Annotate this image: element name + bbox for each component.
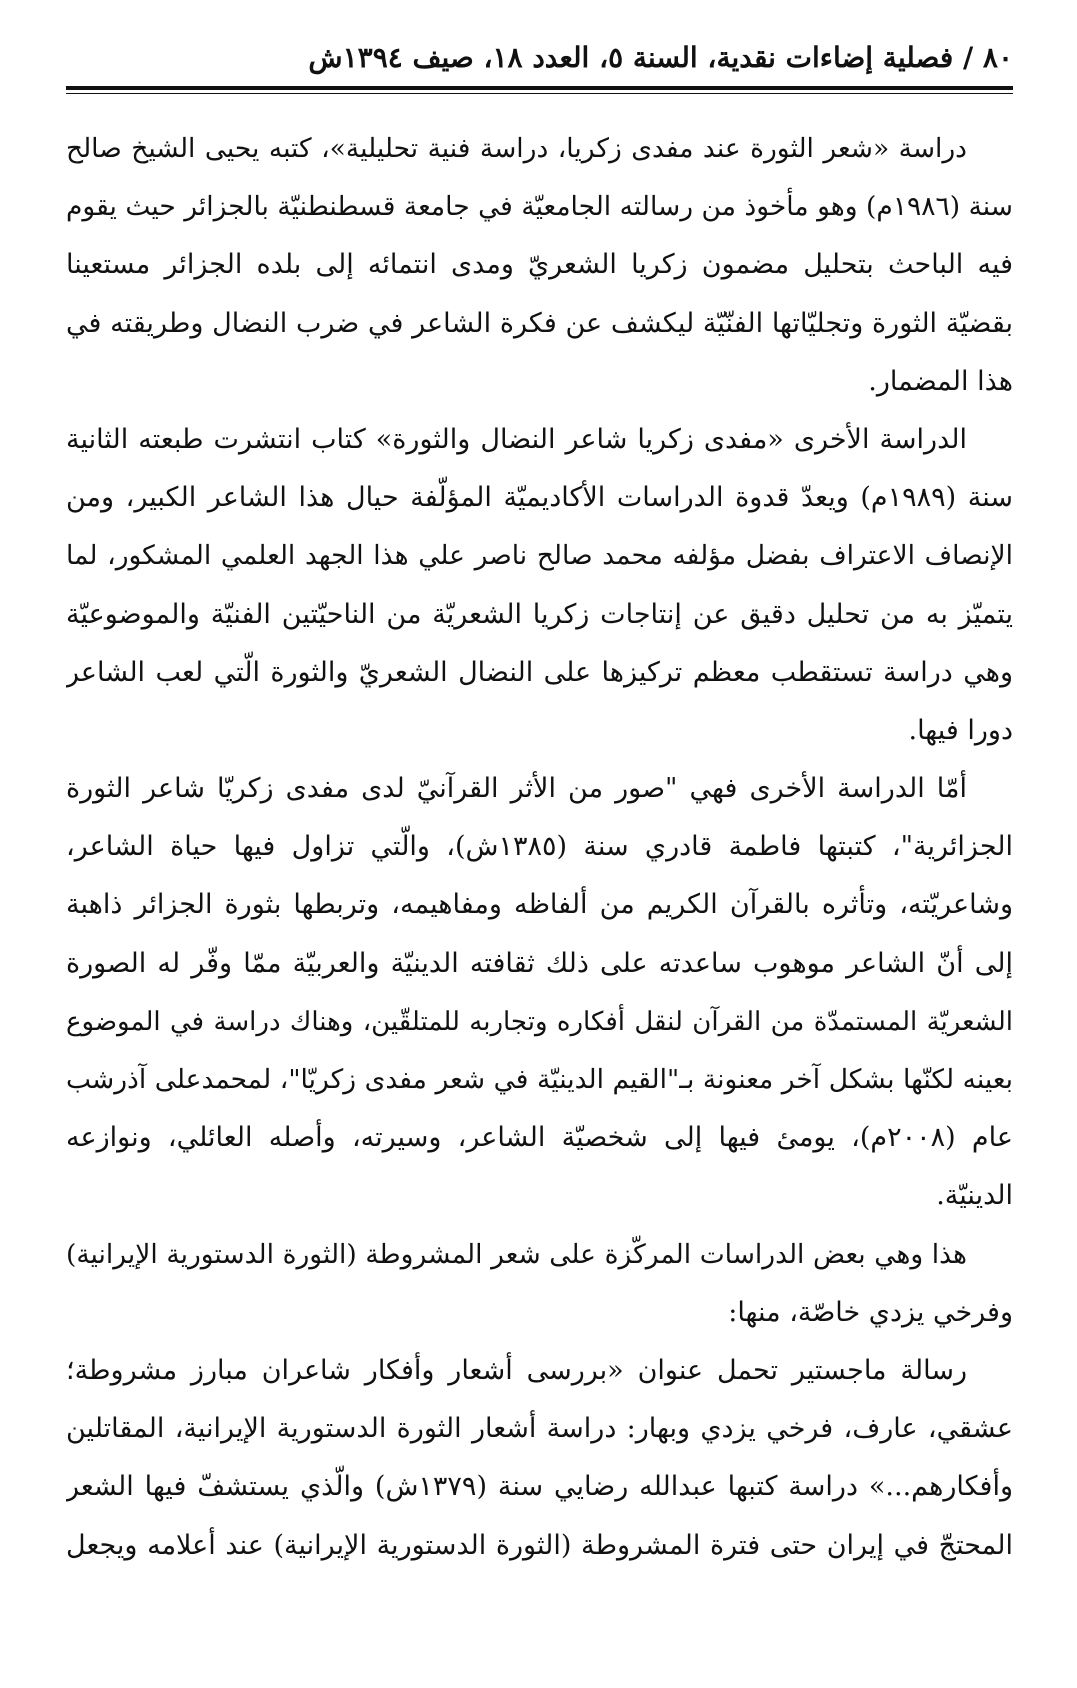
paragraph-2-line-3: الإنصاف الاعتراف بفضل مؤلفه محمد صالح ناصر علي هذا الجهد العلمي المشكور، لما bbox=[66, 540, 1013, 572]
paragraph-3-line-2: الجزائرية"، كتبتها فاطمة قادري سنة (١٣٨٥ش)، والّتي تزاول فيها حياة الشاعر، bbox=[66, 831, 1013, 863]
running-header: ٨٠ / فصلية إضاءات نقدية، السنة ٥، العدد ١٨، صيف ١٣٩٤ش bbox=[308, 41, 1013, 74]
paragraph-1-line-4: بقضيّة الثورة وتجليّاتها الفنّيّة ليكشف عن فكرة الشاعر في ضرب النضال وطريقته في bbox=[66, 307, 1013, 339]
paragraph-5-line-1: رسالة ماجستير تحمل عنوان «بررسی أشعار وأفكار شاعران مبارز مشروطة؛ bbox=[66, 1354, 967, 1386]
paragraph-3-line-7: عام (٢٠٠٨م)، يومئ فيها إلى شخصيّة الشاعر، وسيرته، وأصله العائلي، ونوازعه bbox=[66, 1122, 1013, 1154]
paragraph-3-line-1: أمّا الدراسة الأخرى فهي "صور من الأثر القرآنيّ لدى مفدى زكريّا شاعر الثورة bbox=[66, 773, 967, 805]
paragraph-4-line-2: وفرخي يزدي خاصّة، منها: bbox=[728, 1296, 1013, 1328]
paragraph-5-line-2: عشقي، عارف، فرخي يزدي وبهار: دراسة أشعار الثورة الدستورية الإيرانية، المقاتلين bbox=[66, 1413, 1013, 1445]
body-text bbox=[66, 120, 1013, 1575]
paragraph-5-line-3: وأفكارهم...» دراسة كتبها عبدالله رضايي سنة (١٣٧٩ش) والّذي يستشفّ فيها الشعر bbox=[66, 1471, 1013, 1503]
header-rule-thick bbox=[66, 86, 1013, 90]
paragraph-1-line-2: سنة (١٩٨٦م) وهو مأخوذ من رسالته الجامعيّة في جامعة قسطنطنيّة بالجزائر حيث يقوم bbox=[66, 191, 1013, 223]
paragraph-3-line-3: وشاعريّته، وتأثره بالقرآن الكريم من ألفاظه ومفاهيمه، وتربطها بثورة الجزائر ذاهبة bbox=[66, 889, 1013, 921]
paragraph-3-line-6: بعينه لكنّها بشكل آخر معنونة بـ"القيم الدينيّة في شعر مفدى زكريّا"، لمحمدعلى آذرشب bbox=[66, 1064, 1013, 1095]
paragraph-2-line-2: سنة (١٩٨٩م) ويعدّ قدوة الدراسات الأكاديميّة المؤلّفة حيال هذا الشاعر الكبير، ومن bbox=[66, 482, 1013, 514]
paragraph-1-line-5: هذا المضمار. bbox=[868, 365, 1013, 397]
paragraph-3-line-8: الدينيّة. bbox=[936, 1180, 1013, 1212]
paragraph-4-line-1: هذا وهي بعض الدراسات المركّزة على شعر المشروطة (الثورة الدستورية الإيرانية) bbox=[66, 1238, 967, 1270]
paragraph-1-line-1: دراسة «شعر الثورة عند مفدى زكريا، دراسة فنية تحليلية»، كتبه يحيى الشيخ صالح bbox=[66, 133, 967, 164]
header-rule-thin bbox=[66, 93, 1013, 94]
paragraph-3-line-5: الشعريّة المستمدّة من القرآن لنقل أفكاره وتجاربه للمتلقّين، وهناك دراسة في الموضوع bbox=[66, 1006, 1013, 1037]
paragraph-5-line-4: المحتجّ في إيران حتى فترة المشروطة (الثورة الدستورية الإيرانية) عند أعلامه ويجعل bbox=[66, 1529, 1013, 1561]
paragraph-3-line-4: إلى أنّ الشاعر موهوب ساعدته على ذلك ثقافته الدينيّة والعربيّة ممّا وفّر له الصورة bbox=[66, 947, 1013, 979]
paragraph-2-line-4: يتميّز به من تحليل دقيق عن إنتاجات زكريا الشعريّة من الناحيّتين الفنيّة والموضوعيّة bbox=[66, 598, 1013, 630]
paragraph-2-line-1: الدراسة الأخرى «مفدى زكريا شاعر النضال والثورة» كتاب انتشرت طبعته الثانية bbox=[66, 423, 967, 455]
paragraph-2-line-6: دورا فيها. bbox=[908, 714, 1013, 746]
paragraph-2-line-5: وهي دراسة تستقطب معظم تركيزها على النضال الشعريّ والثورة الّتي لعب الشاعر bbox=[66, 656, 1013, 688]
paragraph-1-line-3: فيه الباحث بتحليل مضمون زكريا الشعريّ ومدى انتمائه إلى بلده الجزائر مستعينا bbox=[66, 249, 1013, 281]
